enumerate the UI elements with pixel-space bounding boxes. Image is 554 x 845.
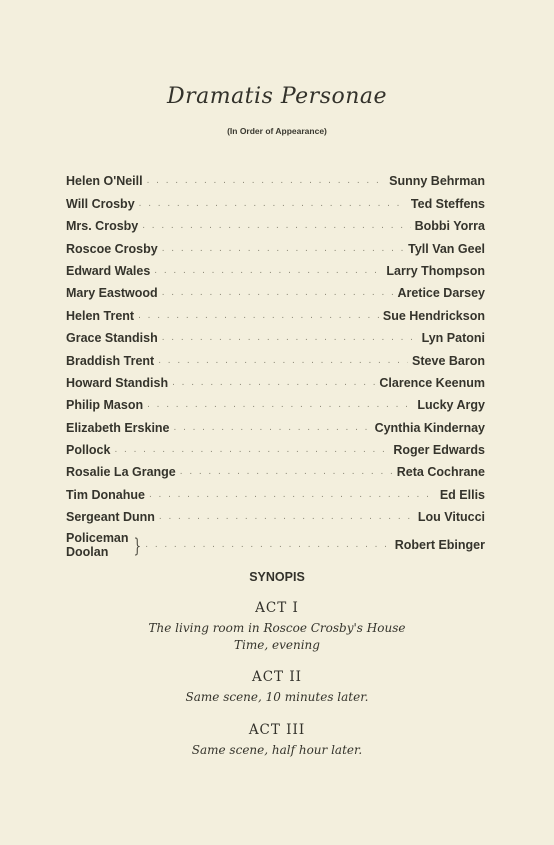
cast-actor: Roger Edwards — [393, 443, 485, 458]
cast-role: Helen O'Neill — [66, 174, 143, 189]
page-subtitle: (In Order of Appearance) — [227, 126, 327, 136]
cast-actor: Sunny Behrman — [389, 174, 485, 189]
leader-dots — [142, 220, 410, 231]
cast-role: Braddish Trent — [66, 353, 155, 368]
cast-actor: Tyll Van Geel — [408, 241, 485, 256]
cast-actor: Reta Cochrane — [396, 465, 485, 480]
leader-dots — [147, 399, 413, 410]
cast-role: Tim Donahue — [66, 487, 145, 502]
cast-actor: Larry Thompson — [386, 263, 485, 278]
cast-actor: Ed Ellis — [439, 487, 485, 502]
cast-role-pair — [66, 531, 131, 559]
cast-actor: Steve Baron — [412, 353, 485, 368]
cast-row — [66, 211, 485, 233]
cast-row — [66, 390, 485, 412]
leader-dots — [162, 287, 394, 298]
leader-dots — [114, 444, 389, 455]
cast-row — [66, 412, 485, 434]
cast-role: Mary Eastwood — [66, 286, 158, 301]
cast-role: Pollock — [66, 443, 111, 458]
leader-dots — [145, 539, 390, 550]
act-title: ACT I — [255, 600, 299, 616]
cast-role: Elizabeth Erskine — [66, 420, 170, 435]
leader-dots — [149, 489, 436, 500]
brace-icon: } — [133, 533, 141, 558]
act-description: Same scene, 10 minutes later. — [185, 690, 369, 704]
cast-row — [66, 233, 485, 255]
leader-dots — [162, 243, 404, 254]
act-description: Same scene, half hour later. — [191, 743, 363, 757]
cast-actor: Aretice Darsey — [397, 286, 485, 301]
cast-actor: Ted Steffens — [410, 196, 485, 211]
cast-role: Sergeant Dunn — [66, 510, 155, 525]
cast-actor: Bobbi Yorra — [414, 219, 485, 234]
cast-row — [66, 368, 485, 390]
cast-actor: Lou Vitucci — [417, 510, 485, 525]
cast-role: Will Crosby — [66, 196, 135, 211]
leader-dots — [139, 198, 407, 209]
cast-role: Philip Mason — [66, 398, 144, 413]
act-description: Time, evening — [234, 638, 320, 652]
cast-role: Helen Trent — [66, 308, 135, 323]
leader-dots — [172, 377, 375, 388]
cast-row — [66, 457, 485, 479]
cast-actor: Sue Hendrickson — [382, 308, 485, 323]
synopsis-heading: SYNOPIS — [249, 570, 305, 584]
cast-row — [66, 188, 485, 210]
leader-dots — [154, 265, 382, 276]
cast-actor: Clarence Keenum — [379, 375, 485, 390]
cast-row — [66, 323, 485, 345]
cast-row — [66, 300, 485, 322]
act-title: ACT II — [251, 669, 303, 685]
cast-role: Howard Standish — [66, 375, 169, 390]
cast-role: Doolan — [66, 545, 109, 560]
cast-row — [66, 502, 485, 524]
leader-dots — [174, 422, 371, 433]
cast-row — [66, 530, 485, 560]
leader-dots — [162, 332, 418, 343]
cast-actor: Lucky Argy — [417, 398, 485, 413]
cast-role: Roscoe Crosby — [66, 241, 158, 256]
cast-actor: Robert Ebinger — [394, 538, 485, 553]
leader-dots — [180, 466, 393, 477]
page-title: Dramatis Personae — [166, 84, 388, 109]
cast-row — [66, 166, 485, 188]
cast-role: Mrs. Crosby — [66, 219, 139, 234]
cast-role: Grace Standish — [66, 331, 158, 346]
cast-row — [66, 345, 485, 367]
cast-list — [66, 166, 485, 560]
cast-row — [66, 435, 485, 457]
cast-role: Policeman — [66, 531, 129, 546]
leader-dots — [159, 511, 414, 522]
act-title: ACT III — [248, 722, 306, 738]
leader-dots — [147, 175, 386, 186]
cast-row — [66, 479, 485, 501]
cast-role: Rosalie La Grange — [66, 465, 176, 480]
act-description: The living room in Roscoe Crosby's House — [148, 621, 406, 635]
leader-dots — [138, 310, 379, 321]
leader-dots — [158, 355, 408, 366]
cast-actor: Lyn Patoni — [421, 331, 485, 346]
cast-row — [66, 278, 485, 300]
cast-role: Edward Wales — [66, 263, 151, 278]
cast-row — [66, 256, 485, 278]
cast-actor: Cynthia Kindernay — [374, 420, 485, 435]
